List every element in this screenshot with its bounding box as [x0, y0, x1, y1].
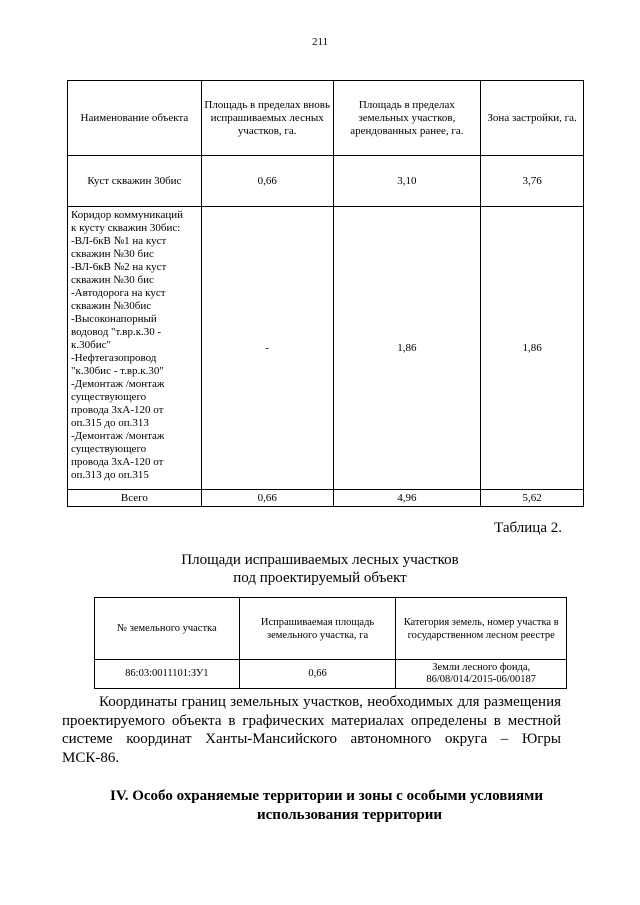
name-line: -Высоконапорный	[71, 313, 157, 325]
table-title-line: под проектируемый объект	[233, 570, 407, 586]
forest-plots-table	[94, 597, 567, 689]
page-number: 211	[311, 36, 329, 48]
plot-number-cell: 86:03:0011101:ЗУ1	[95, 660, 240, 689]
name-line: водовод "т.вр.к.30 -	[71, 326, 162, 338]
section-heading-line: IV. Особо охраняемые территории и зоны с особыми условиями	[110, 788, 544, 804]
requested-area-cell: 0,66	[239, 660, 396, 689]
land-category-cell	[396, 660, 567, 689]
new-area-cell: 0,66	[201, 156, 333, 207]
new-area-cell: -	[201, 207, 333, 490]
body-paragraph: Координаты границ земельных участков, необходимых для размещения проектируемого объекта в графических материалах определены в местной системе координат Ханты-Мансийского автономного округа – Югры МСК-86.	[62, 694, 561, 766]
total-new-area: 0,66	[201, 490, 333, 507]
table-header-row	[95, 598, 567, 660]
name-line: оп.313 до оп.315	[71, 469, 149, 481]
leased-area-cell: 1,86	[333, 207, 481, 490]
total-label: Всего	[68, 490, 202, 507]
total-build-zone: 5,62	[481, 490, 584, 507]
table-header-row	[68, 81, 584, 156]
name-line: скважин №30 бис	[71, 274, 154, 286]
table-title	[0, 551, 640, 587]
build-zone-cell: 1,86	[481, 207, 584, 490]
header-leased-area: Площадь в пределах земельных участков, арендованных ранее, га.	[333, 81, 481, 156]
land-category-line: Земли лесного фонда,	[432, 662, 531, 673]
header-new-area: Площадь в пределах вновь испрашиваемых лесных участков, га.	[201, 81, 333, 156]
total-leased-area: 4,96	[333, 490, 481, 507]
name-line: -ВЛ-6кВ №2 на куст	[71, 261, 167, 273]
table-title-line: Площади испрашиваемых лесных участков	[181, 552, 459, 568]
section-heading	[110, 787, 560, 825]
name-line: "к.30бис - т.вр.к.30"	[71, 365, 164, 377]
land-category-line: 86/08/014/2015-06/00187	[426, 674, 537, 685]
name-line: -Демонтаж /монтаж	[71, 430, 165, 442]
name-line: существующего	[71, 443, 147, 455]
name-line: скважин №30бис	[71, 300, 152, 312]
name-line: провода 3хА-120 от	[71, 404, 164, 416]
header-requested-area: Испрашиваемая площадь земельного участка, га	[239, 598, 396, 660]
name-line: к кусту скважин 30бис:	[71, 222, 181, 234]
name-line: -Демонтаж /монтаж	[71, 378, 165, 390]
name-line: существующего	[71, 391, 147, 403]
table-row	[68, 207, 584, 490]
section-heading-line: использования территории	[257, 807, 443, 823]
name-line: оп.315 до оп.313	[71, 417, 149, 429]
table-row	[68, 156, 584, 207]
header-object-name: Наименование объекта	[68, 81, 202, 156]
object-name-cell	[68, 207, 202, 490]
object-name-cell: Куст скважин 30бис	[68, 156, 202, 207]
table-caption: Таблица 2.	[494, 520, 562, 536]
header-land-category: Категория земель, номер участка в государственном лесном реестре	[396, 598, 567, 660]
name-line: скважин №30 бис	[71, 248, 154, 260]
name-line: к.30бис"	[71, 339, 111, 351]
table-row	[95, 660, 567, 689]
build-zone-cell: 3,76	[481, 156, 584, 207]
name-line: Коридор коммуникаций	[71, 209, 184, 221]
header-plot-number: № земельного участка	[95, 598, 240, 660]
name-line: -ВЛ-6кВ №1 на куст	[71, 235, 167, 247]
header-build-zone: Зона застройки, га.	[481, 81, 584, 156]
name-line: провода 3хА-120 от	[71, 456, 164, 468]
name-line: -Нефтегазопровод	[71, 352, 157, 364]
table-total-row	[68, 490, 584, 507]
leased-area-cell: 3,10	[333, 156, 481, 207]
name-line: -Автодорога на куст	[71, 287, 166, 299]
object-area-table	[67, 80, 584, 507]
